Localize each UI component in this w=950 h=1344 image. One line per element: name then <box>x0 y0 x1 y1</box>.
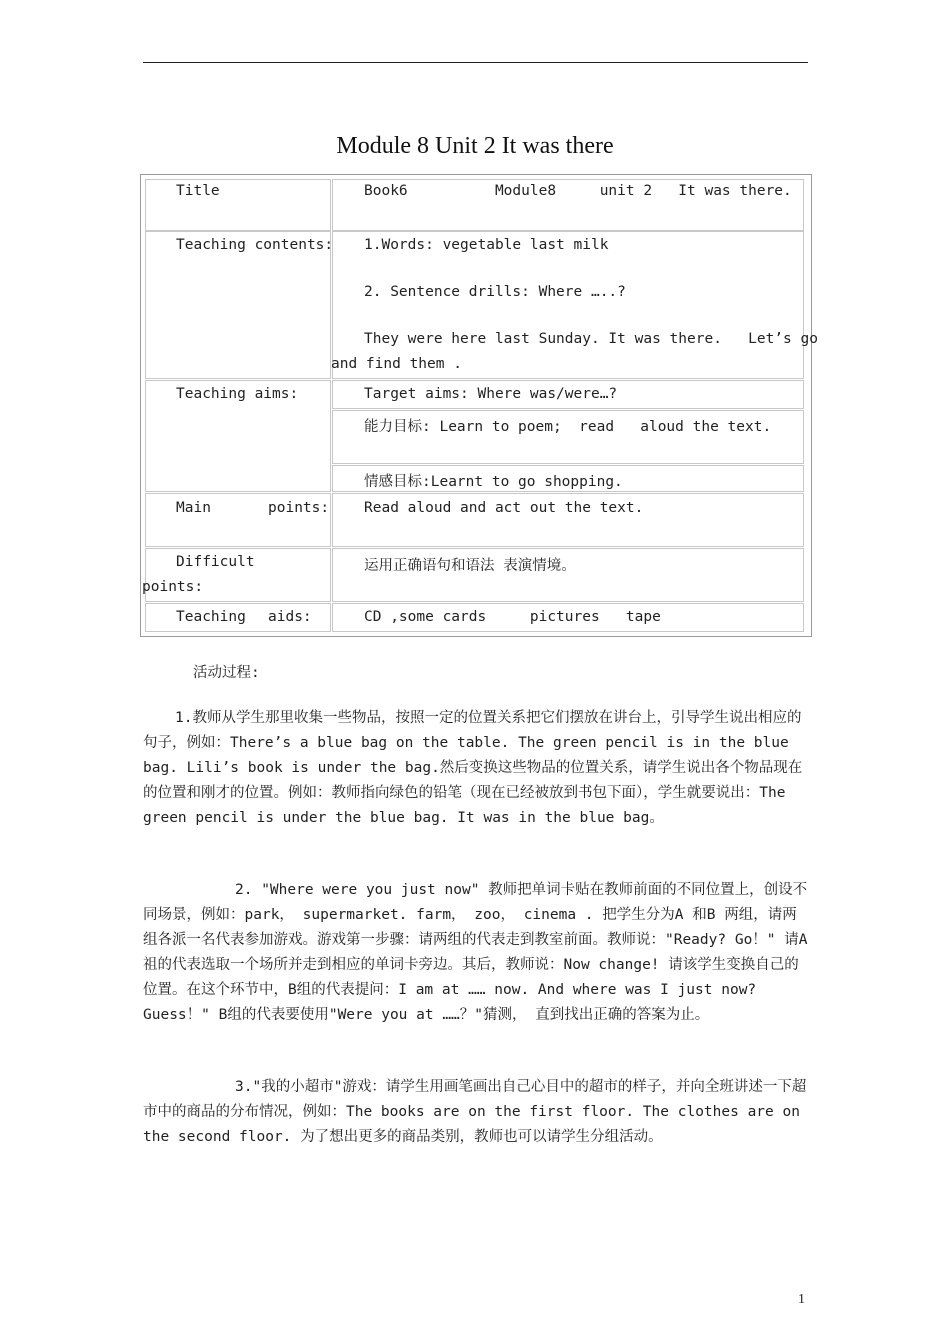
activity-3-text: 3."我的小超市"游戏：请学生用画笔画出自己心目中的超市的样子，并向全班讲述一下超市中的商品的分布情况，例如：The books are on the first floor. The clothes are on the second floor. 为了想出更多的商品类别，教师也可以请学生分组活动。 <box>143 1079 807 1145</box>
contents-words: 1.Words: vegetable last milk <box>364 237 609 253</box>
contents-drills: 2. Sentence drills: Where …..? <box>364 284 626 300</box>
cell-contents-label <box>145 231 334 379</box>
activity-paragraph-3 <box>143 1075 809 1150</box>
aids-value: CD ,some cards pictures tape <box>364 609 661 625</box>
cell-title-label <box>145 179 331 231</box>
aims-target: Target aims: Where was/were…? <box>364 386 618 402</box>
page-number: 1 <box>798 1292 805 1307</box>
difficult-value: 运用正确语句和语法 表演情境。 <box>364 558 576 574</box>
activity-2-text: 2. "Where were you just now" 教师把单词卡贴在教师前面的不同位置上，创设不同场景，例如：park， supermarket. farm， zoo， cinema . 把学生分为A 和B 两组，请两组各派一名代表参加游戏。游戏第一步骤：请两组的代表走到教室前面。教师说："Ready? Go！" 请A祖的代表选取一个场所并走到相应的单词卡旁边。其后，教师说：Now change! 请该学生变换自己的位置。在这个环节中，B组的代表提问：I am at …… now. And where was I just now? Guess！" B组的代表要使用"Were you at ……？"猜测， 直到找出正确的答案为止。 <box>143 882 808 1023</box>
process-heading: 活动过程: <box>193 665 260 681</box>
lesson-plan-table <box>140 174 818 637</box>
difficult-label-word2: points: <box>142 579 204 595</box>
header-rule <box>143 62 808 63</box>
title-value: Book6 Module8 unit 2 It was there. <box>364 183 792 199</box>
difficult-label-word1: Difficult <box>176 554 255 570</box>
contents-sentences-cont: and find them . <box>331 356 462 372</box>
aids-label-word1: Teaching <box>176 609 246 625</box>
contents-sentences: They were here last Sunday. It was there. Let’s go <box>364 331 818 347</box>
aims-emotion: 情感目标:Learnt to go shopping. <box>364 474 623 490</box>
title-label: Title <box>176 183 220 199</box>
aims-label: Teaching aims: <box>176 386 299 402</box>
activity-1-text: 1.教师从学生那里收集一些物品，按照一定的位置关系把它们摆放在讲台上，引导学生说出相应的句子，例如：There’s a blue bag on the table. The green pencil is in the blue bag. Lili’s book is under the bag.然后变换这些物品的位置关系，请学生说出各个物品现在的位置和刚才的位置。例如：教师指向绿色的铅笔（现在已经被放到书包下面），学生就要说出：The green pencil is under the blue bag. It was in the blue bag。 <box>143 710 803 826</box>
activity-paragraph-1 <box>143 706 809 831</box>
main-label-word1: Main <box>176 500 211 516</box>
aids-label-word2: aids: <box>268 609 312 625</box>
main-value: Read aloud and act out the text. <box>364 500 644 516</box>
document-title: Module 8 Unit 2 It was there <box>336 133 614 159</box>
contents-label: Teaching contents: <box>176 237 334 253</box>
aims-ability: 能力目标: Learn to poem; read aloud the text. <box>364 419 772 435</box>
main-label-word2: points: <box>268 500 330 516</box>
activity-paragraph-2 <box>143 878 809 1028</box>
